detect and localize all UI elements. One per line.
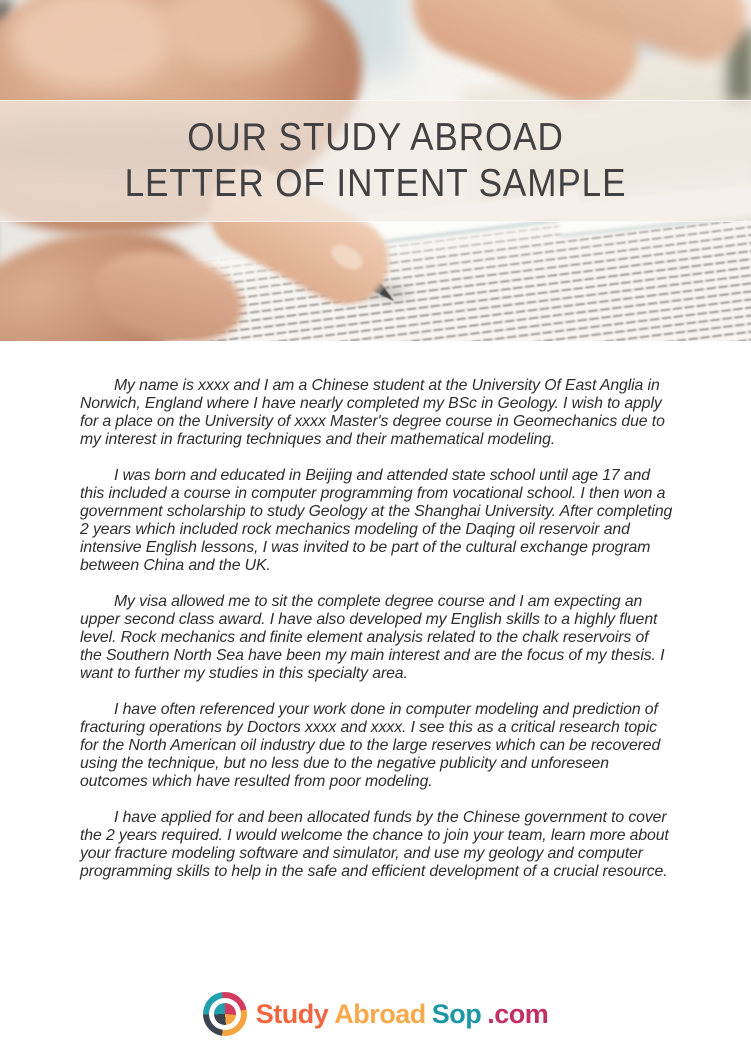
letter-paragraph: I was born and educated in Beijing and attended state school until age 17 and this included a course in computer programming from vocational school. I then won a government scholarship to study Geology at the Shanghai University. After completing 2 years which included rock mechanics modeling of the Daqing oil reservoir and intensive English lessons, I was invited to be part of the cultural exchange program between China and the UK. (80, 467, 673, 574)
page-title-line-1: OUR STUDY ABROAD (187, 116, 564, 159)
logo-word-study: Study (255, 998, 329, 1029)
logo-word-com: .com (487, 998, 549, 1029)
letter-paragraph: I have often referenced your work done in computer modeling and prediction of fracturing operations by Doctors xxxx and xxxx. I see this as a critical research topic for the North American oil industry due to the large reserves which can be recovered using the technique, but no less due to the negative publicity and unforeseen outcomes which have resulted from poor modeling. (80, 701, 661, 790)
studyabroadsop-ring-icon (203, 992, 247, 1036)
title-banner (0, 100, 751, 222)
letter-paragraph: My visa allowed me to sit the complete degree course and I am expecting an upper second class award. I have also developed my English skills to a highly fluent level. Rock mechanics and finite element analysis related to the chalk reservoirs of the Southern North Sea have been my main interest and are the focus of my thesis. I want to further my studies in this specialty area. (80, 593, 665, 682)
studyabroadsop-logo-link[interactable] (203, 992, 549, 1036)
letter-paragraph: I have applied for and been allocated funds by the Chinese government to cover the 2 years required. I would welcome the chance to join your team, learn more about your fracture modeling software and simulator, and use my geology and computer programming skills to help in the safe and efficient development of a crucial resource. (80, 809, 669, 880)
logo-word-abroad: Abroad (334, 998, 426, 1029)
hero-photo-writing-hands (0, 0, 751, 341)
page-title-line-2: LETTER OF INTENT SAMPLE (124, 162, 627, 205)
footer (0, 992, 751, 1036)
letter-paragraph: My name is xxxx and I am a Chinese student at the University Of East Anglia in Norwich, England where I have nearly completed my BSc in Geology. I wish to apply for a place on the University of xxxx Master's degree course in Geomechanics due to my interest in fracturing techniques and their mathematical modeling. (80, 377, 665, 448)
studyabroadsop-logo-text (256, 999, 549, 1030)
logo-word-sop: Sop (431, 998, 482, 1029)
letter-body (0, 341, 751, 881)
